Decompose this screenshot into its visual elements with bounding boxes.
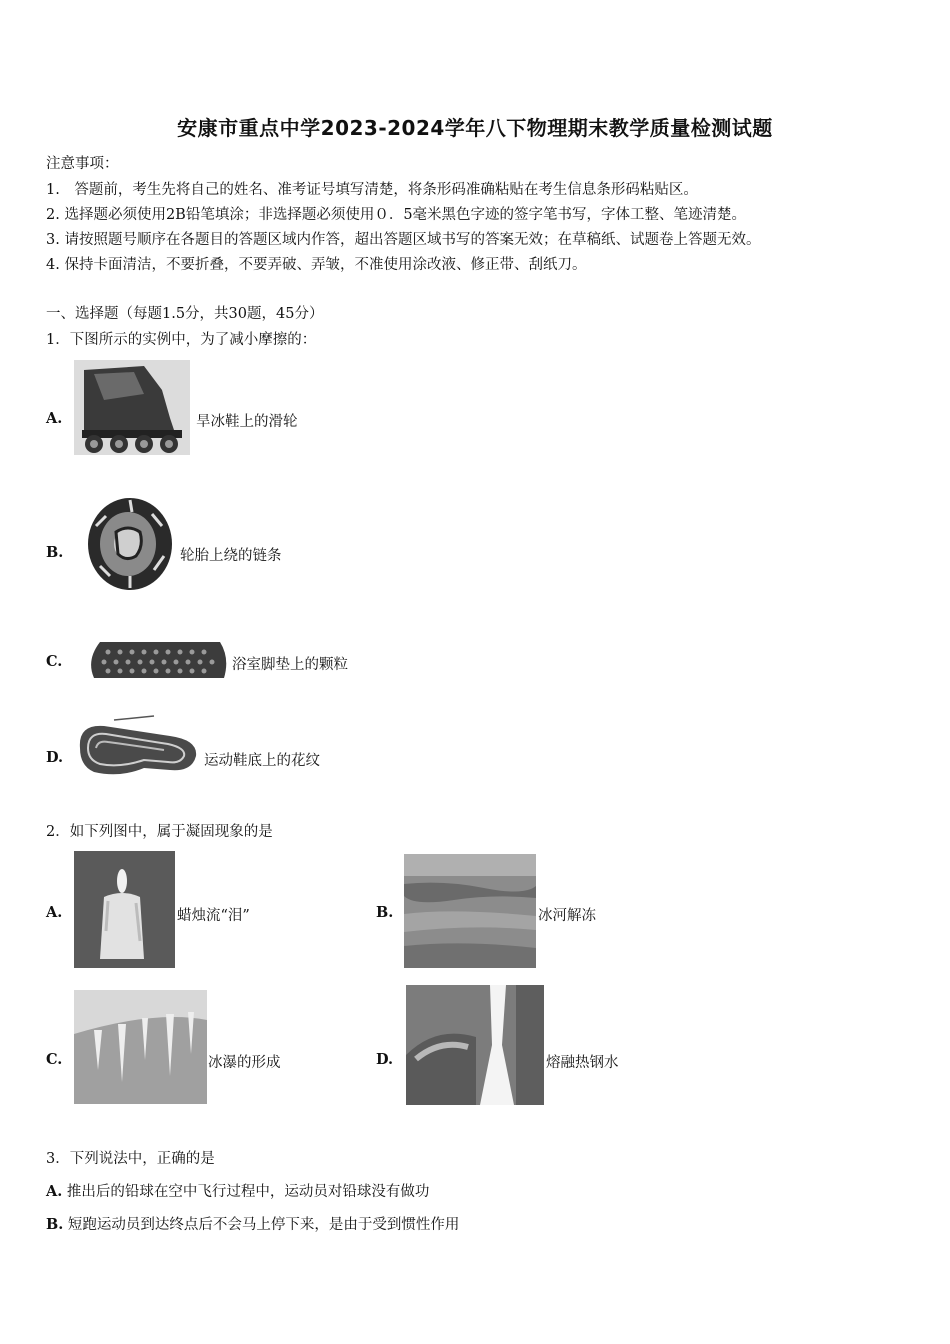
notice-item-2: 2. 选择题必须使用2B铅笔填涂；非选择题必须使用０．5毫米黑色字迹的签字笔书写，字体工整、笔迹清楚。 [46,207,747,223]
q2-option-a-label: A. [46,904,63,921]
notice-heading: 注意事项： [46,156,119,172]
q1-option-d-text: 运动鞋底上的花纹 [204,753,320,769]
q1-option-a-label: A. [46,410,63,427]
tire-chain-image [86,496,174,592]
icefall-image [74,990,207,1104]
q1-option-c-label: C. [46,653,63,670]
q2-option-b-text: 冰河解冻 [538,908,596,924]
q3-option-a-text: 推出后的铅球在空中飞行过程中，运动员对铅球没有做功 [66,1184,430,1200]
q3-option-a [46,1180,429,1201]
q3-option-a-label: A. [46,1183,63,1200]
q2-option-b-label: B. [376,904,394,921]
q2-option-c-label: C. [46,1051,63,1068]
question-1-stem: 1．下图所示的实例中，为了减小摩擦的： [46,332,317,348]
q3-option-b-text: 短跑运动员到达终点后不会马上停下来，是由于受到惯性作用 [67,1217,460,1233]
q2-option-c-text: 冰瀑的形成 [208,1055,281,1071]
notice-item-3: 3. 请按照题号顺序在各题目的答题区域内作答，超出答题区域书写的答案无效；在草稿纸、试题卷上答题无效。 [46,232,761,248]
question-3-stem: 3．下列说法中，正确的是 [46,1151,215,1167]
q1-option-b-label: B. [46,544,64,561]
q2-option-d-label: D. [376,1051,394,1068]
molten-steel-image [406,985,544,1105]
q2-option-a-text: 蜡烛流“泪” [177,908,250,924]
notice-item-4: 4. 保持卡面清洁，不要折叠，不要弄破、弄皱，不准使用涂改液、修正带、刮纸刀。 [46,257,587,273]
page-title: 安康市重点中学2023-2024学年八下物理期末教学质量检测试题 [177,116,773,140]
river-thaw-image [404,854,536,968]
roller-skate-image [74,360,190,455]
q3-option-b-label: B. [46,1216,64,1233]
q1-option-b-text: 轮胎上绕的链条 [180,548,282,564]
bath-mat-image [86,638,232,682]
notice-item-1: 1. 答题前，考生先将自己的姓名、准考证号填写清楚，将条形码准确粘贴在考生信息条形码粘贴区。 [46,182,698,198]
section-heading: 一、选择题（每题1.5分，共30题，45分） [46,306,324,322]
question-2-stem: 2．如下列图中，属于凝固现象的是 [46,824,273,840]
q1-option-d-label: D. [46,749,64,766]
q1-option-c-text: 浴室脚垫上的颗粒 [232,657,348,673]
candle-image [74,851,175,968]
q2-option-d-text: 熔融热钢水 [546,1055,619,1071]
q1-option-a-text: 旱冰鞋上的滑轮 [196,414,298,430]
q3-option-b [46,1213,459,1234]
sneaker-sole-image [74,714,202,780]
